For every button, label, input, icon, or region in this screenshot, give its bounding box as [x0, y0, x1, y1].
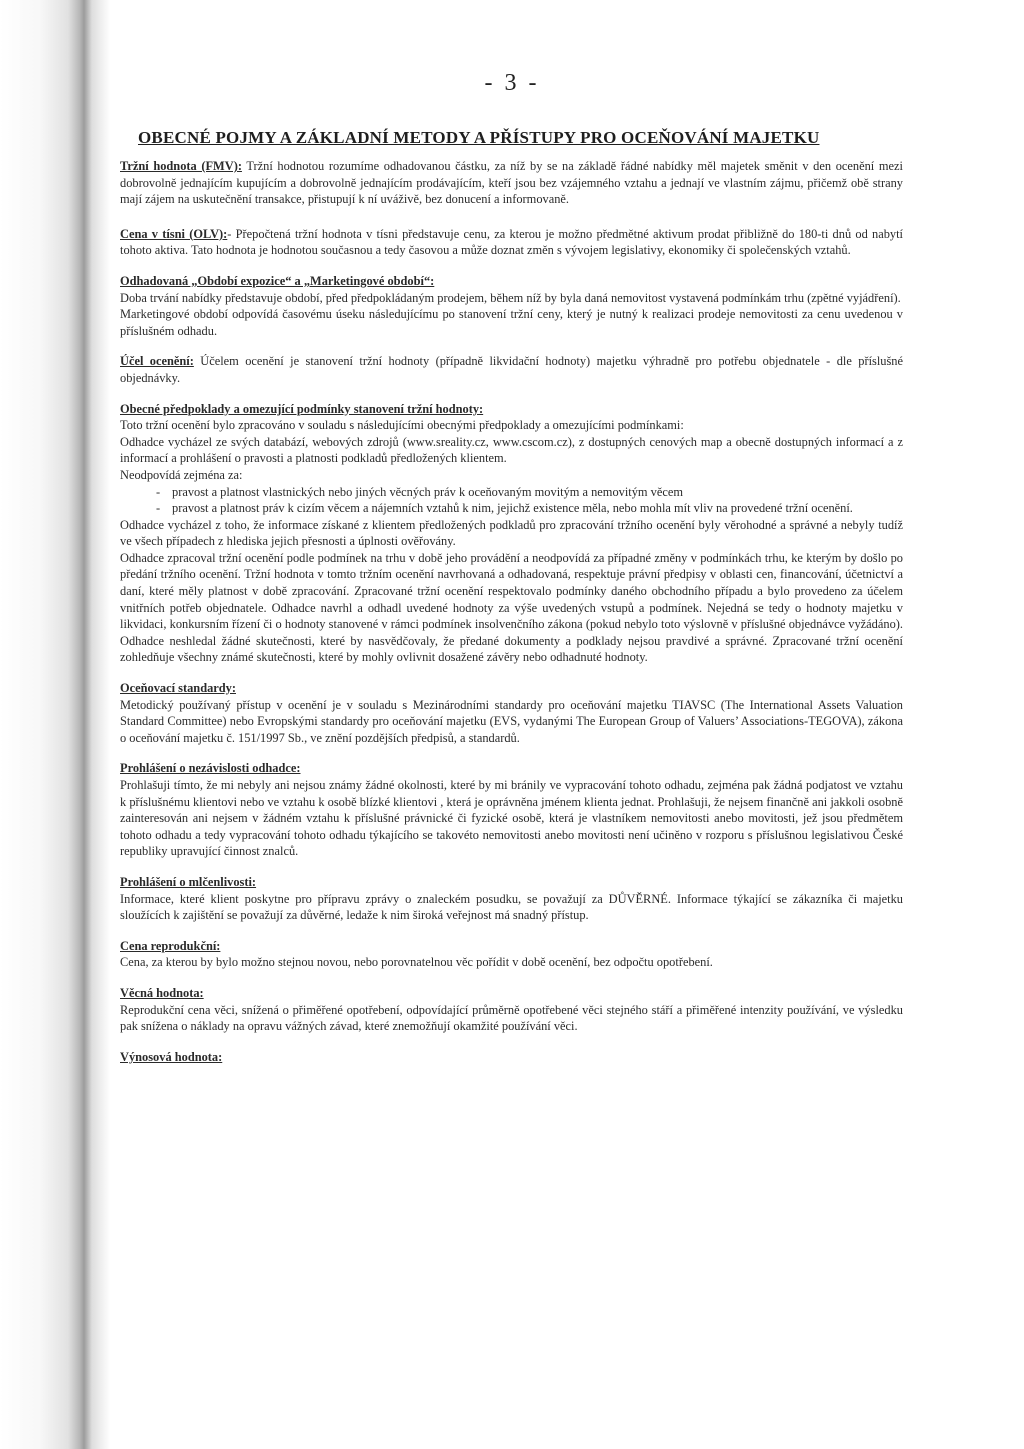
scan-binding-shadow — [0, 0, 110, 1449]
section-assumptions — [120, 401, 903, 667]
section-olv-text: - Přepočtená tržní hodnota v tísni představuje cenu, za kterou je možno předmětné aktivum prodat přibližně do 180-ti dnů od nabytí tohoto aktiva. Tato hodnota je hodnotou současnou a tedy časovou a může doznat změn s vývojem legislativy, ekonomiky či společenských vztahů. — [120, 226, 903, 258]
section-assumptions-heading: Obecné předpoklady a omezující podmínky stanovení tržní hodnoty: — [120, 401, 484, 416]
section-reproduction — [120, 938, 903, 971]
page-number: - 3 - — [484, 70, 540, 96]
section-standards-heading: Oceňovací standardy: — [120, 681, 236, 696]
section-reproduction-text: Cena, za kterou by bylo možno stejnou novou, nebo porovnatelnou věc pořídit v době ocenění, bez odpočtu opotřebení. — [120, 955, 713, 970]
liability-list — [120, 484, 903, 517]
section-material — [120, 985, 903, 1035]
section-olv — [120, 226, 903, 259]
section-exposure-heading: Odhadovaná „Období expozice“ a „Marketingové období“: — [120, 273, 435, 288]
section-fmv-text: Tržní hodnotou rozumíme odhadovanou částku, za níž by se na základě řádné nabídky měl majetek směnit v den ocenění mezi dobrovolně jednajícím kupujícím a dobrovolně jednajícím prodávajícím, kteří jsou bez vzájemného vztahu a jednají ve vlastním zájmu, přičemž obě strany mají zájem na uskutečnění transakce, přistupují k ní uváživě, bez donucení a informovaně. — [120, 159, 903, 207]
section-reproduction-heading: Cena reprodukční: — [120, 938, 221, 953]
section-purpose-heading: Účel ocenění: — [120, 354, 194, 369]
section-assumptions-p2: Odhadce vycházel ze svých databází, webových zdrojů (www.sreality.cz, www.cscom.cz), z dostupných cenových map a obecně dostupných informací a z informací a prohlášení o pravosti a platnosti podkladů předložených klientem. — [120, 434, 903, 466]
section-exposure-p1: Doba trvání nabídky představuje období, před předpokládaným prodejem, během níž by byla daná nemovitost vystavená podmínkám trhu (zpětné vyjádření). — [120, 290, 901, 305]
section-confidentiality-heading: Prohlášení o mlčenlivosti: — [120, 874, 257, 889]
section-independence — [120, 760, 903, 860]
section-fmv — [120, 158, 903, 208]
section-assumptions-p3: Neodpovídá zejména za: — [120, 467, 243, 482]
section-purpose — [120, 353, 903, 386]
section-standards — [120, 680, 903, 746]
section-independence-text: Prohlašuji tímto, že mi nebyly ani nejsou známy žádné okolnosti, které by mi bránily ve vypracování tohoto odhadu, zejména pak žádná podjatost ve vztahu k příslušnému klientovi nebo ve vztahu k osobě blízké klientovi , která je oprávněna jménem klienta jednat. Prohlašuji, že nejsem finančně ani jakkoli osobně zainteresován ani nejsem v žádném vztahu k příslušné právnické či fyzické osobě, která je vlastníkem nemovitosti anebo movitosti, jež jsou předmětem tohoto odhadu a tedy vypracování tohoto odhadu týkajícího se takovéto nemovitosti anebo movitosti není učiněno v rozporu s příslušnou legislativou České republiky upravující činnost znalců. — [120, 778, 903, 859]
section-material-heading: Věcná hodnota: — [120, 985, 204, 1000]
document-body — [120, 158, 903, 1065]
section-standards-text: Metodický používaný přístup v ocenění je v souladu s Mezinárodními standardy pro oceňování majetku TIAVSC (The International Assets Valuation Standard Committee) nebo Evropskými standardy pro oceňování majetku (EVS, vydanými The European Group of Valuers’ Associations-TEGOVA), zákona o oceňování majetku č. 151/1997 Sb., ve znění pozdějších předpisů, a standardů. — [120, 697, 903, 745]
section-income-heading: Výnosová hodnota: — [120, 1049, 223, 1064]
section-assumptions-p5: Odhadce zpracoval tržní ocenění podle podmínek na trhu v době jeho provádění a neodpovídá za případné změny v podmínkách trhu, ke kterým by došlo po předání tržního ocenění. Tržní hodnota v tomto tržním ocenění navrhovaná a odhadovaná, respektuje právní předpisy v oblasti cen, financování, účetnictví a daní, které měly platnost v době zpracování. Zpracované tržní ocenění respektovalo podmínky daného obchodního případu a bylo provedeno za účelem vnitřních potřeb objednatele. Odhadce navrhl a odhadl uvedené hodnoty za výše uvedených vstupů a podmínek. Nejedná se tedy o hodnoty majetku v likvidaci, konkursním řízení či o hodnoty stanovené v rámci podmínek insolvenčního zákona (pokud nebylo toto výslovně v příslušné objednávce vyžádáno). Odhadce neshledal žádné skutečnosti, které by nasvědčovaly, že předané dokumenty a podklady nejsou pravdivé a správné. Zpracované tržní ocenění zohledňuje všechny známé skutečnosti, které by mohly ovlivnit dosažené závěry nebo odhadnuté hodnoty. — [120, 550, 903, 665]
page-title: OBECNÉ POJMY A ZÁKLADNÍ METODY A PŘÍSTUPY PRO OCEŇOVÁNÍ MAJETKU — [138, 128, 820, 147]
section-exposure-p2: Marketingové období odpovídá časovému úseku následujícímu po stanovení tržní ceny, který je nutný k realizaci prodeje nemovitosti za cenu uvedenou v příslušném odhadu. — [120, 307, 903, 338]
section-confidentiality-text: Informace, které klient poskytne pro přípravu zprávy o znaleckém posudku, se považují za DŮVĚRNÉ. Informace týkající se zákazníka či majetku sloužících k zajištění se považují za důvěrné, ledaže k nim široká veřejnost má snadný přístup. — [120, 891, 903, 923]
liability-list-item: - pravost a platnost práv k cizím věcem a nájemních vztahů k nim, jejichž existence měla, nebo mohla mít vliv na provedené tržní ocenění. — [120, 500, 903, 517]
section-fmv-heading: Tržní hodnota (FMV): — [120, 159, 242, 173]
section-independence-heading: Prohlášení o nezávislosti odhadce: — [120, 761, 301, 776]
section-assumptions-p1: Toto tržní ocenění bylo zpracováno v souladu s následujícími obecnými předpoklady a omezujícími podmínkami: — [120, 418, 684, 433]
section-olv-heading: Cena v tísni (OLV): — [120, 226, 228, 241]
section-assumptions-p4: Odhadce vycházel z toho, že informace získané z klientem předložených podkladů pro zpracování tržního ocenění byly věrohodné a správné a nebyly tudíž ve všech případech z hlediska jejich přesnosti a úplnosti ověřovány. — [120, 517, 903, 549]
section-material-text: Reprodukční cena věci, snížená o přiměřené opotřebení, odpovídající průměrně opotřebené věci stejného stáří a přiměřené intenzity používání, ve výsledku pak snížena o náklady na opravu vážných závad, které znemožňují okamžité používání věci. — [120, 1002, 903, 1034]
liability-list-item: - pravost a platnost vlastnických nebo jiných věcných práv k oceňovaným movitým a nemovitým věcem — [120, 484, 903, 501]
section-purpose-text: Účelem ocenění je stanovení tržní hodnoty (případně likvidační hodnoty) majetku výhradně pro potřebu objednatele - dle příslušné objednávky. — [120, 354, 903, 385]
section-confidentiality — [120, 874, 903, 924]
section-income — [120, 1049, 903, 1066]
section-exposure — [120, 273, 903, 339]
